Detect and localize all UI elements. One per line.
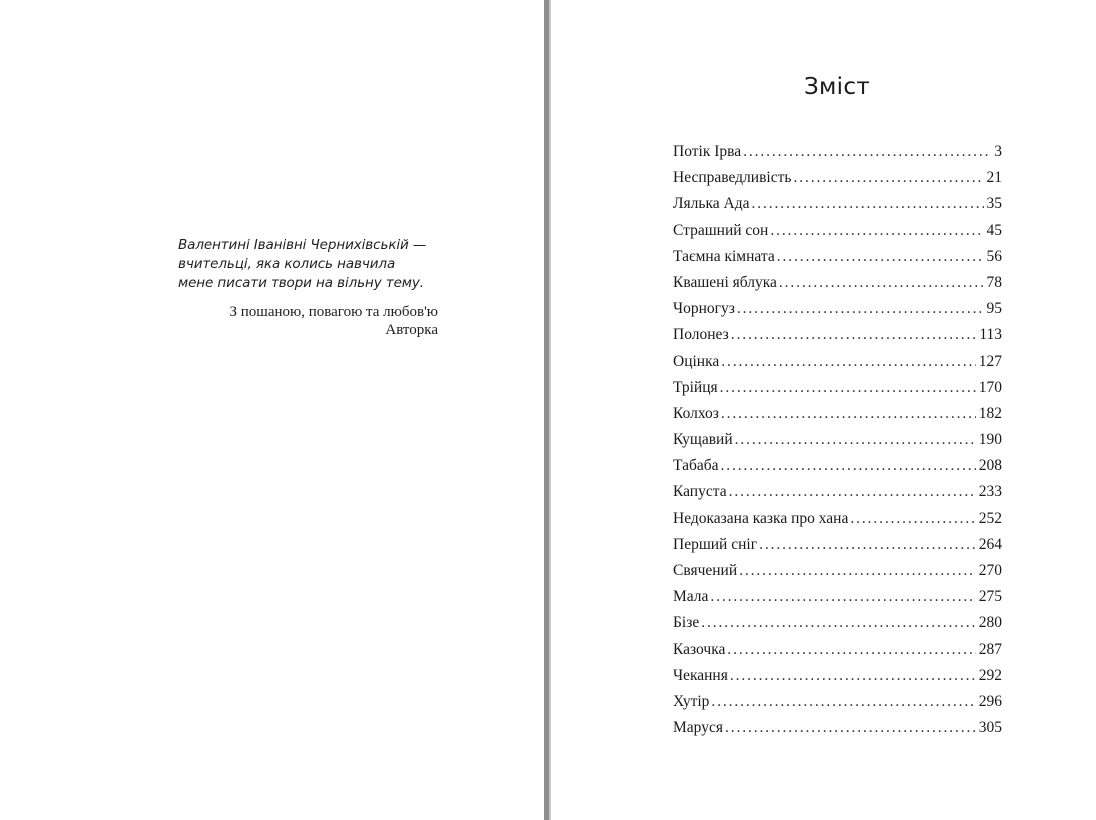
toc-leader-dots <box>730 667 976 685</box>
toc-entry-title: Потік Ірва <box>673 143 742 160</box>
toc-leader-dots <box>711 693 975 711</box>
toc-entry-page-number: 35 <box>986 195 1002 213</box>
signature-line: З пошаною, повагою та любов'ю <box>229 304 438 320</box>
toc-entry-page-number: 78 <box>986 273 1002 291</box>
toc-entry[interactable] <box>673 222 1002 248</box>
toc-leader-dots <box>735 431 976 449</box>
toc-leader-dots <box>731 326 977 344</box>
toc-leader-dots <box>720 379 976 397</box>
toc-leader-dots <box>777 248 984 266</box>
toc-entry-page-number: 95 <box>986 300 1002 318</box>
signature <box>178 303 443 339</box>
toc-leader-dots <box>743 143 991 161</box>
toc-leader-dots <box>725 719 976 737</box>
toc-entry-page-number: 190 <box>978 431 1002 449</box>
toc-entry-title: Квашені яблука <box>673 273 777 291</box>
toc-entry-page-number: 21 <box>986 169 1002 187</box>
toc-entry[interactable] <box>673 379 1002 405</box>
toc-entry-page-number: 113 <box>979 326 1002 344</box>
toc-entry-title: Капуста <box>673 483 727 501</box>
toc-entry[interactable] <box>673 510 1002 536</box>
toc-entry-title: Оцінка <box>673 352 720 370</box>
toc-entry[interactable] <box>673 248 1002 274</box>
toc-entry[interactable] <box>673 693 1002 719</box>
left-page <box>0 0 544 820</box>
toc-entry-page-number: 182 <box>978 404 1002 422</box>
toc-entry-title: Бізе <box>673 614 700 632</box>
dedication-line: мене писати твори на вільну тему. <box>178 275 424 291</box>
toc-entry-title: Казочка <box>673 640 726 658</box>
table-of-contents <box>673 143 1002 745</box>
book-spine-gutter <box>544 0 553 820</box>
toc-entry[interactable] <box>673 405 1002 431</box>
toc-entry-page-number: 127 <box>978 352 1002 370</box>
toc-entry-page-number: 170 <box>978 378 1002 396</box>
toc-entry-title: Перший сніг <box>673 535 758 553</box>
toc-leader-dots <box>737 300 984 318</box>
toc-entry[interactable] <box>673 431 1002 457</box>
toc-entry-title: Трійця <box>673 378 718 396</box>
signature-author: Авторка <box>385 322 438 338</box>
toc-entry-page-number: 45 <box>986 221 1002 239</box>
toc-entry-page-number: 3 <box>994 143 1002 160</box>
toc-entry[interactable] <box>673 169 1002 195</box>
toc-entry-title: Полонез <box>673 326 729 344</box>
toc-leader-dots <box>759 536 976 554</box>
right-page <box>553 0 1096 820</box>
toc-leader-dots <box>739 562 976 580</box>
toc-entry-page-number: 208 <box>978 457 1002 475</box>
toc-entry-title: Страшний сон <box>673 221 769 239</box>
toc-leader-dots <box>701 614 976 632</box>
toc-entry[interactable] <box>673 195 1002 221</box>
toc-leader-dots <box>779 274 984 292</box>
toc-entry[interactable] <box>673 588 1002 614</box>
toc-entry[interactable] <box>673 274 1002 300</box>
toc-entry[interactable] <box>673 326 1002 352</box>
toc-entry-page-number: 275 <box>978 588 1002 606</box>
toc-entry[interactable] <box>673 300 1002 326</box>
toc-entry-title: Лялька Ада <box>673 195 750 213</box>
toc-entry-title: Несправедливість <box>673 169 792 187</box>
dedication-line: вчительці, яка колись навчила <box>178 256 396 272</box>
toc-leader-dots <box>793 169 983 187</box>
toc-leader-dots <box>729 483 976 501</box>
toc-entry[interactable] <box>673 667 1002 693</box>
toc-leader-dots <box>770 222 983 240</box>
toc-entry[interactable] <box>673 562 1002 588</box>
toc-entry-page-number: 296 <box>978 692 1002 710</box>
toc-entry-page-number: 292 <box>978 666 1002 684</box>
toc-leader-dots <box>710 588 975 606</box>
toc-entry[interactable] <box>673 457 1002 483</box>
toc-entry-title: Мала <box>673 588 709 606</box>
toc-entry-title: Свячений <box>673 562 738 579</box>
toc-entry-title: Маруся <box>673 719 723 737</box>
toc-title: Зміст <box>803 74 871 100</box>
toc-entry-title: Табаба <box>673 457 719 475</box>
toc-entry[interactable] <box>673 536 1002 562</box>
toc-entry[interactable] <box>673 641 1002 667</box>
gutter-shadow <box>549 0 551 820</box>
toc-entry-title: Колхоз <box>673 404 719 422</box>
toc-entry-page-number: 233 <box>978 483 1002 501</box>
toc-leader-dots <box>721 405 976 423</box>
toc-entry-title: Хутір <box>673 692 710 710</box>
toc-leader-dots <box>751 195 983 213</box>
toc-leader-dots <box>721 353 975 371</box>
toc-entry-page-number: 264 <box>978 535 1002 553</box>
toc-entry-title: Чекання <box>673 666 728 684</box>
toc-entry-page-number: 270 <box>978 562 1002 579</box>
toc-entry[interactable] <box>673 353 1002 379</box>
toc-entry[interactable] <box>673 719 1002 745</box>
toc-entry-title: Кущавий <box>673 431 733 449</box>
toc-entry-page-number: 280 <box>978 614 1002 632</box>
toc-leader-dots <box>727 641 975 659</box>
toc-leader-dots <box>850 510 975 528</box>
toc-entry[interactable] <box>673 614 1002 640</box>
toc-leader-dots <box>721 457 976 475</box>
toc-entry-page-number: 305 <box>978 719 1002 737</box>
dedication-text <box>178 236 443 293</box>
toc-entry-title: Чорногуз <box>673 300 735 318</box>
toc-entry-page-number: 252 <box>978 509 1002 527</box>
toc-entry-page-number: 287 <box>978 640 1002 658</box>
toc-entry-page-number: 56 <box>986 247 1002 265</box>
toc-entry-title: Таємна кімната <box>673 247 775 265</box>
dedication <box>178 236 443 339</box>
toc-entry-title: Недоказана казка про хана <box>673 509 849 527</box>
dedication-line: Валентині Іванівні Чернихівській — <box>178 237 427 253</box>
toc-entry[interactable] <box>673 483 1002 509</box>
toc-entry[interactable] <box>673 143 1002 169</box>
